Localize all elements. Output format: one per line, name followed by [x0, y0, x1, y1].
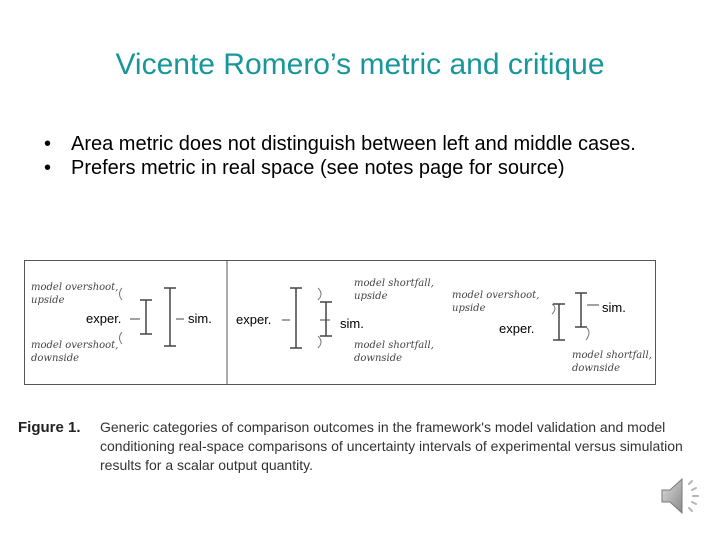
- panel-note-bottom: model overshoot,: [31, 340, 119, 351]
- bullet-text: Prefers metric in real space (see notes page for source): [71, 157, 565, 179]
- figure-label: Figure 1.: [18, 419, 81, 436]
- panel-note-bottom-2: downside: [354, 353, 403, 364]
- panel-note-bottom: model shortfall,: [572, 350, 652, 361]
- bullet-list: [44, 132, 694, 180]
- comparison-figure: [24, 260, 656, 385]
- panel-note-top-2: upside: [31, 295, 65, 306]
- panel-note-top-2: upside: [452, 303, 486, 314]
- bullet-dot-icon: •: [44, 157, 52, 179]
- figure-caption-text: Generic categories of comparison outcomes in the framework's model validation and model conditioning real-space comparisons of uncertainty intervals of experimental versus simulation results for a scalar output quantity.: [100, 419, 683, 473]
- bullet-dot-icon: •: [44, 133, 52, 155]
- bullet-text: Area metric does not distinguish between left and middle cases.: [71, 133, 636, 155]
- panel-note-top: model overshoot,: [452, 290, 540, 301]
- panel-note-bottom-2: downside: [572, 363, 621, 374]
- bullet-item: [44, 132, 694, 156]
- panel-note-top: model overshoot,: [31, 282, 119, 293]
- bullet-item: [44, 156, 694, 180]
- exper-label: exper.: [86, 311, 122, 326]
- figure-caption: [18, 418, 683, 474]
- sim-label: sim.: [340, 316, 364, 331]
- exper-label: exper.: [236, 312, 272, 327]
- exper-label: exper.: [499, 321, 535, 336]
- panel-note-bottom: model shortfall,: [354, 340, 434, 351]
- speaker-icon[interactable]: [656, 470, 708, 522]
- panel-note-bottom-2: downside: [31, 353, 80, 364]
- panel-note-top: model shortfall,: [354, 278, 434, 289]
- panel-note-top-2: upside: [354, 291, 388, 302]
- sim-label: sim.: [188, 311, 212, 326]
- sim-label: sim.: [602, 300, 626, 315]
- slide-title: Vicente Romero’s metric and critique: [115, 48, 605, 81]
